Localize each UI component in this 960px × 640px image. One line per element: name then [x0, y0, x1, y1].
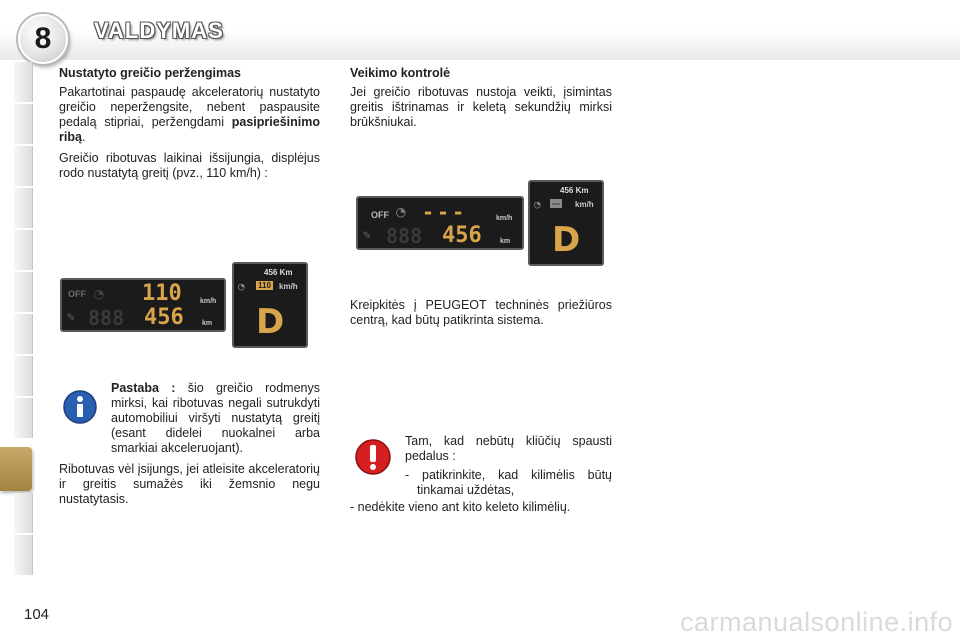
unit-label: km/h [496, 215, 513, 222]
inactive-digits: 888 [88, 306, 125, 330]
gauge-icon: ◔ [94, 284, 104, 303]
off-label: OFF [371, 210, 389, 220]
odo-label: 456 Km [560, 186, 589, 195]
section-heading-overspeed: Nustatyto greičio peržengimas [59, 66, 241, 80]
tab[interactable] [14, 104, 33, 144]
gear-display [528, 180, 604, 266]
tab[interactable] [14, 62, 33, 102]
paragraph: Jei greičio ribotuvas nustoja veikti, įsimintas greitis ištrinamas ir keletą sekundžių mirksi brūkšniukai. [350, 85, 612, 129]
page-number: 104 [24, 606, 50, 623]
chapter-number-badge [18, 14, 68, 64]
unit-label: km/h [575, 200, 594, 209]
speed-dashes: --- [422, 200, 468, 224]
note-label: Pastaba : [111, 381, 176, 395]
gauge-icon: ◔ [396, 202, 406, 221]
instrument-display [356, 196, 524, 250]
text: šio greičio rodmenys mirksi, kai ribotuvas negali sutrukdyti automobiliui viršyti nustatytą greitį (esant didelei nuokalnei arba smarkiai akceleruojant). [111, 381, 320, 455]
odometer-digits: 456 [442, 223, 482, 248]
odometer-digits: 456 [144, 305, 184, 330]
tab[interactable] [14, 146, 33, 186]
gear-display [232, 262, 308, 348]
left-column [59, 66, 320, 187]
set-speed-dashes: --- [552, 199, 560, 208]
gear-letter: D [256, 302, 285, 342]
paragraph: Greičio ribotuvas laikinai išsijungia, displėjus rodo nustatytą greitį (pvz., 110 km/h) : [59, 151, 320, 180]
note-paragraph-2: Ribotuvas vėl įsijungs, jei atleisite akceleratorių ir greitis sumažės iki žemsnio negu nustatytasis. [59, 462, 320, 506]
paragraph: Kreipkitės į PEUGEOT techninės priežiūros centrą, kad būtų patikrinta sistema. [350, 298, 612, 327]
instrument-display [60, 278, 226, 332]
km-label: km [500, 238, 511, 245]
note-block [59, 381, 320, 513]
inactive-digits: 888 [386, 224, 423, 248]
gear-letter: D [552, 220, 581, 260]
speed-digits: 110 [142, 281, 182, 306]
tab-active-chapter-8[interactable] [0, 447, 32, 491]
watermark: carmanualsonline.info [680, 607, 954, 637]
tab[interactable] [14, 535, 33, 575]
paragraph [59, 85, 320, 145]
service-text [350, 298, 612, 334]
note-paragraph [111, 381, 320, 456]
tab[interactable] [14, 493, 33, 533]
tab[interactable] [14, 272, 33, 312]
warning-item: - patikrinkite, kad kilimėlis būtų tinkamai uždėtas, [405, 468, 612, 497]
text: Pakartotinai paspaudę akceleratorių nustatyto greičio neperžengsite, nebent paspausite pedalą stipriai, peržengdami [59, 85, 320, 129]
warning-item: - nedėkite vieno ant kito keleto kilimėlių. [350, 500, 571, 514]
gauge-icon: ◔ [238, 280, 245, 293]
km-label: km [202, 320, 213, 327]
chapter-title: VALDYMAS [94, 18, 224, 43]
tab[interactable] [14, 398, 33, 438]
off-label: OFF [68, 289, 86, 299]
page-header [0, 0, 960, 60]
wrench-icon: ✎ [363, 228, 371, 243]
unit-label: km/h [279, 282, 298, 291]
bold-text: pasipriešinimo ribą [59, 115, 320, 144]
chapter-tabs [0, 62, 32, 576]
unit-label: km/h [200, 298, 217, 305]
tab[interactable] [14, 314, 33, 354]
tab[interactable] [14, 188, 33, 228]
tab[interactable] [14, 356, 33, 396]
set-speed: 110 [258, 281, 271, 290]
wrench-icon: ✎ [67, 310, 75, 325]
text: . [81, 130, 86, 144]
tab[interactable] [14, 230, 33, 270]
chapter-number: 8 [34, 22, 52, 55]
gauge-icon: ◔ [534, 198, 541, 211]
warning-block [350, 434, 612, 521]
warning-intro: Tam, kad nebūtų kliūčių spausti pedalus : [405, 434, 612, 463]
right-column [350, 66, 612, 136]
section-heading-operation-check: Veikimo kontrolė [350, 66, 451, 80]
odo-label: 456 Km [264, 268, 293, 277]
